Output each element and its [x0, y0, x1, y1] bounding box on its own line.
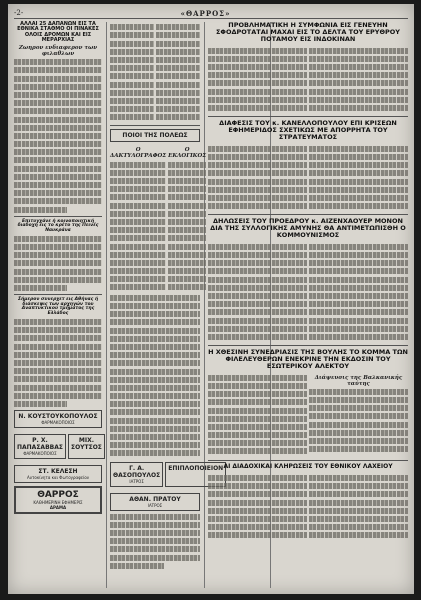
- main-headline: ΠΡΟΒΛΗΜΑΤΙΚΗ Η ΣΥΜΦΩΝΙΑ ΕΙΣ ΓΕΝΕΥΗΝ ΣΦΟΔΡΟΤΑΤΑΙ ΜΑΧΑΙ ΕΙΣ ΤΟ ΔΕΛΤΑ ΤΟΥ ΕΡΥΘΡΟΥ ΠΟΤΑΜΟΥ ΕΙΣ ΙΝΔΟΚΙΝΑΝ: [215, 21, 401, 43]
- advertisement: ΑΘΑΝ. ΠΡΑΤΟΥ ΙΑΤΡΟΣ: [110, 493, 200, 511]
- article-headline: Επιτυγχάνε ή κοινοποιητική διαδοχή εις το κρέτο της Πεινές Ναυκράνα: [17, 218, 99, 233]
- advertisement: Ν. ΚΟΥΣΤΟΥΚΟΠΟΥΛΟΣ ΦΑΡΜΑΚΟΠΟΙΟΣ: [14, 410, 102, 428]
- advertisement: Ρ. Χ. ΠΑΠΑΣΑΒΒΑΣ ΦΑΡΜΑΚΟΠΟΙΟΣ: [14, 434, 66, 459]
- masthead: [14, 8, 408, 19]
- article-subheadline: Ζωηρον ενδιαφερον των φιλαθλων: [18, 45, 98, 57]
- column-3: ΠΡΟΒΛΗΜΑΤΙΚΗ Η ΣΥΜΦΩΝΙΑ ΕΙΣ ΓΕΝΕΥΗΝ ΣΦΟΔΡΟΤΑΤΑΙ ΜΑΧΑΙ ΕΙΣ ΤΟ ΔΕΛΤΑ ΤΟΥ ΕΡΥΘΡΟΥ ΠΟΤΑΜΟΥ ΕΙΣ ΙΝΔΟΚΙΝΑΝ ΔΙΑΦΕΣΙΣ ΤΟΥ κ. ΚΑΝΕΛΛΟΠΟΥΛΟΥ ΕΠΙ ΚΡΙΣΕΩΝ ΕΦΗΜΕΡΙΔΟΣ ΣΧΕΤΙΚΩΣ ΜΕ ΑΠΟΡΡΗΤΑ ΤΟΥ ΣΤΡΑΤΕΥΜΑΤΟΣ ΔΗΛΩΣΕΙΣ ΤΟΥ ΠΡΟΕΔΡΟΥ κ. ΑΙΖΕΝΧΑΟΥΕΡ ΜΟΝΟΝ ΔΙΑ ΤΗΣ ΣΥΛΛΟΓΙΚΗΣ ΑΜΥΝΗΣ ΘΑ ΑΝΤΙΜΕΤΩΠΙΣΘΗ Ο ΚΟΜΜΟΥΝΙΣΜΟΣ Η ΧΘΕΣΙΝΗ ΣΥΝΕΔΡΙΑΣΙΣ ΤΗΣ ΒΟΥΛΗΣ ΤΟ ΚΟΜΜΑ ΤΩΝ ΦΙΛΕΛΕΥΘΕΡΩΝ ΕΝΕΚΡΙΝΕ ΤΗΝ ΕΚΔΟΣΙΝ ΤΟΥ ΕΣΩΤΕΡΙΚΟΥ ΑΛΕΚΤΟΥ Διάψευσις της Βαλκανικής ταύτης ΑΙ ΔΙΑΔΟΧΙΚΑΙ ΚΛΗΡΩΣΕΙΣ ΤΟΥ ΕΘΝΙΚΟΥ ΛΑΧΕΙΟΥ: [208, 22, 408, 588]
- column-1: [14, 22, 102, 588]
- column-2: ΠΟΙΟΙ ΤΗΣ ΠΟΛΕΩΣ Ο ΔΑΚΤΥΛΟΓΡΑΦΟΣ Ο ΕΚΛΟΓΙΚΟΣ Γ. Α. ΘΑΣΟΠΟΥΛΟΣ ΙΑΤΡΟΣ ΕΠΙΠΛΟΠΟΙΕΙΟΝ ΑΘΑΝ. ΠΡΑΤΟΥ ΙΑΤΡΟΣ: [110, 22, 200, 588]
- article-headline: ΑΛΛΑΙ 25 ΔΑΠΑΝΩΝ ΕΙΣ ΤΑ ΕΘΝΙΚΑ ΣΤΑΘΜΟ ΟΙ ΠΙΝΑΚΕΣ ΟΛΟΙΣ ΔΡΟΜΩΝ ΚΑΙ ΕΙΣ ΜΕΡΑΡΧΙΑΣ: [17, 21, 99, 43]
- advertisement: ΜΙΧ. ΣΟΥΤΣΟΣ: [68, 434, 105, 459]
- section-heading: ΠΟΙΟΙ ΤΗΣ ΠΟΛΕΩΣ: [110, 129, 200, 142]
- page-number: -2-: [14, 9, 24, 17]
- advertisement: Γ. Α. ΘΑΣΟΠΟΥΛΟΣ ΙΑΤΡΟΣ: [110, 462, 163, 487]
- article-headline: Η ΧΘΕΣΙΝΗ ΣΥΝΕΔΡΙΑΣΙΣ ΤΗΣ ΒΟΥΛΗΣ ΤΟ ΚΟΜΜΑ ΤΩΝ ΦΙΛΕΛΕΥΘΕΡΩΝ ΕΝΕΚΡΙΝΕ ΤΗΝ ΕΚΔΟΣΙΝ ΤΟΥ ΕΣΩΤΕΡΙΚΟΥ ΑΛΕΚΤΟΥ: [208, 348, 408, 370]
- newspaper-advertisement: ΘΑΡΡΟΣ ΚΑΘΗΜΕΡΙΝΗ ΕΦΗΜΕΡΙΣ ΔΡΑΜΑ: [14, 486, 102, 514]
- article-headline: Σήμερον συνερχετ εις Αθήνας ή διάσκεψις των αρχηγών του Αναπτυκτικού τμήματος της Ελλάδος: [17, 297, 99, 317]
- article-headline: ΑΙ ΔΙΑΔΟΧΙΚΑΙ ΚΛΗΡΩΣΕΙΣ ΤΟΥ ΕΘΝΙΚΟΥ ΛΑΧΕΙΟΥ: [223, 462, 393, 470]
- article-headline: ΔΗΛΩΣΕΙΣ ΤΟΥ ΠΡΟΕΔΡΟΥ κ. ΑΙΖΕΝΧΑΟΥΕΡ ΜΟΝΟΝ ΔΙΑ ΤΗΣ ΣΥΛΛΟΓΙΚΗΣ ΑΜΥΝΗΣ ΘΑ ΑΝΤΙΜΕΤΩΠΙΣΘΗ Ο ΚΟΜΜΟΥΝΙΣΜΟΣ: [210, 217, 406, 239]
- advertisement: ΕΠΙΠΛΟΠΟΙΕΙΟΝ: [165, 462, 226, 487]
- article-headline: ΔΙΑΦΕΣΙΣ ΤΟΥ κ. ΚΑΝΕΛΛΟΠΟΥΛΟΥ ΕΠΙ ΚΡΙΣΕΩΝ ΕΦΗΜΕΡΙΔΟΣ ΣΧΕΤΙΚΩΣ ΜΕ ΑΠΟΡΡΗΤΑ ΤΟΥ ΣΤΡΑΤΕΥΜΑΤΟΣ: [219, 119, 397, 141]
- newspaper-page: [8, 4, 414, 594]
- advertisement: ΣΤ. ΚΕΛΕΣΗ Αυτοκίνητα και Φωτογραφείον: [14, 465, 102, 483]
- newspaper-title: «ΘΑΡΡΟΣ»: [180, 8, 231, 18]
